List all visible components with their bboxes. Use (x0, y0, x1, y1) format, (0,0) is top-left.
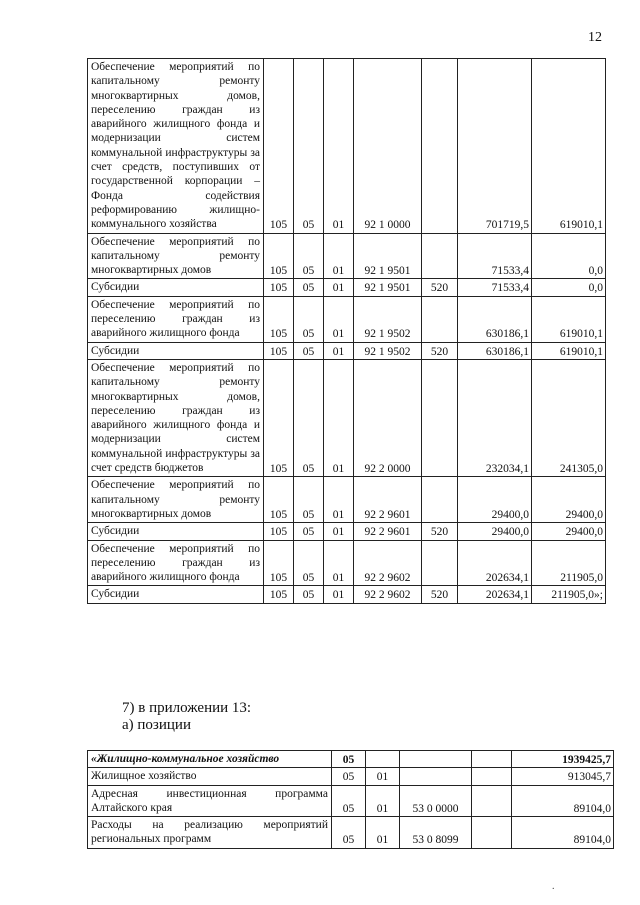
row-name: Обеспечение мероприятий по капитальному ремонту многоквартирных домов, переселению граждан из аварийного жилищного фонда и модернизации систем коммунальной инфраструктуры за счет средств бюджетов (88, 359, 264, 476)
scan-mark: . (552, 881, 555, 892)
amount-year2: 211905,0»; (532, 586, 606, 603)
code-ministry: 105 (264, 279, 294, 296)
code-target: 92 2 9601 (354, 523, 422, 540)
code-target: 53 0 8099 (400, 817, 472, 849)
row-name: Расходы на реализацию мероприятий региональных программ (88, 817, 332, 849)
code-type (422, 540, 458, 586)
row-name: Субсидии (88, 342, 264, 359)
code-subsection: 01 (366, 768, 400, 785)
code-section: 05 (294, 296, 324, 342)
code-ministry: 105 (264, 59, 294, 234)
code-target: 92 1 9501 (354, 233, 422, 279)
code-subsection (366, 751, 400, 768)
row-name: Субсидии (88, 523, 264, 540)
table-row (88, 751, 614, 768)
table-row (88, 817, 614, 849)
amount-year2: 29400,0 (532, 477, 606, 523)
amount: 89104,0 (512, 785, 614, 817)
code-target: 92 1 9502 (354, 342, 422, 359)
table-row (88, 359, 606, 476)
amount-year1: 202634,1 (458, 540, 532, 586)
code-subsection: 01 (324, 296, 354, 342)
code-subsection: 01 (324, 477, 354, 523)
code-subsection: 01 (324, 523, 354, 540)
code-section: 05 (332, 751, 366, 768)
row-name: Обеспечение мероприятий по капитальному ремонту многоквартирных домов, переселению граждан из аварийного жилищного фонда и модернизации систем коммунальной инфраструктуры за счет средств, поступивших от государственной корпорации – Фонда содействия реформированию жилищно-коммунального хозяйства (88, 59, 264, 234)
code-section: 05 (294, 279, 324, 296)
code-type (472, 751, 512, 768)
code-subsection: 01 (324, 233, 354, 279)
code-type (422, 233, 458, 279)
code-subsection: 01 (366, 785, 400, 817)
code-type (422, 359, 458, 476)
code-section: 05 (294, 477, 324, 523)
code-ministry: 105 (264, 523, 294, 540)
amount-year1: 701719,5 (458, 59, 532, 234)
amount-year2: 29400,0 (532, 523, 606, 540)
code-ministry: 105 (264, 233, 294, 279)
row-name: Субсидии (88, 586, 264, 603)
amount-year2: 0,0 (532, 279, 606, 296)
code-type (472, 768, 512, 785)
item-line: 7) в приложении 13: (122, 700, 252, 716)
amount-year2: 241305,0 (532, 359, 606, 476)
code-section: 05 (294, 342, 324, 359)
row-name: «Жилищно-коммунальное хозяйство (88, 751, 332, 768)
code-subsection: 01 (324, 279, 354, 296)
code-target: 92 2 9602 (354, 540, 422, 586)
code-type (422, 59, 458, 234)
sub-line: а) позиции (122, 717, 191, 733)
table-row (88, 279, 606, 296)
code-subsection: 01 (366, 817, 400, 849)
row-name: Адресная инвестиционная программа Алтайского края (88, 785, 332, 817)
table-row (88, 768, 614, 785)
code-type (472, 817, 512, 849)
amount-year1: 71533,4 (458, 279, 532, 296)
code-target (400, 751, 472, 768)
row-name: Субсидии (88, 279, 264, 296)
page-number: 12 (588, 30, 602, 45)
amount-year1: 630186,1 (458, 342, 532, 359)
table-row (88, 586, 606, 603)
code-section: 05 (294, 359, 324, 476)
amount-year1: 630186,1 (458, 296, 532, 342)
table-row (88, 59, 606, 234)
code-section: 05 (332, 768, 366, 785)
code-type: 520 (422, 586, 458, 603)
code-section: 05 (332, 817, 366, 849)
amount-year1: 71533,4 (458, 233, 532, 279)
amount-year2: 619010,1 (532, 296, 606, 342)
code-type: 520 (422, 523, 458, 540)
table-row (88, 233, 606, 279)
code-section: 05 (332, 785, 366, 817)
amount: 89104,0 (512, 817, 614, 849)
code-ministry: 105 (264, 296, 294, 342)
table-row (88, 540, 606, 586)
row-name: Обеспечение мероприятий по переселению граждан из аварийного жилищного фонда (88, 296, 264, 342)
amount-year2: 211905,0 (532, 540, 606, 586)
budget-table-appendix-13 (87, 750, 614, 849)
code-subsection: 01 (324, 59, 354, 234)
table-row (88, 342, 606, 359)
amount-year1: 29400,0 (458, 477, 532, 523)
code-ministry: 105 (264, 342, 294, 359)
code-ministry: 105 (264, 359, 294, 476)
amount-year1: 232034,1 (458, 359, 532, 476)
code-target: 92 1 9501 (354, 279, 422, 296)
amount: 1939425,7 (512, 751, 614, 768)
code-type (422, 296, 458, 342)
amount-year2: 0,0 (532, 233, 606, 279)
code-type: 520 (422, 279, 458, 296)
code-section: 05 (294, 540, 324, 586)
code-section: 05 (294, 523, 324, 540)
amount-year2: 619010,1 (532, 59, 606, 234)
row-name: Обеспечение мероприятий по капитальному ремонту многоквартирных домов (88, 233, 264, 279)
amount-year2: 619010,1 (532, 342, 606, 359)
code-target: 92 2 9602 (354, 586, 422, 603)
code-type (472, 785, 512, 817)
code-subsection: 01 (324, 342, 354, 359)
table-row (88, 523, 606, 540)
code-section: 05 (294, 233, 324, 279)
code-type: 520 (422, 342, 458, 359)
code-target: 92 1 0000 (354, 59, 422, 234)
code-target (400, 768, 472, 785)
table-row (88, 296, 606, 342)
row-name: Обеспечение мероприятий по переселению граждан из аварийного жилищного фонда (88, 540, 264, 586)
amount-year1: 202634,1 (458, 586, 532, 603)
row-name: Жилищное хозяйство (88, 768, 332, 785)
code-section: 05 (294, 59, 324, 234)
code-subsection: 01 (324, 359, 354, 476)
amount-year1: 29400,0 (458, 523, 532, 540)
budget-table-appendix (87, 58, 606, 604)
code-ministry: 105 (264, 586, 294, 603)
code-section: 05 (294, 586, 324, 603)
table-row (88, 785, 614, 817)
table-row (88, 477, 606, 523)
code-target: 92 2 9601 (354, 477, 422, 523)
row-name: Обеспечение мероприятий по капитальному ремонту многоквартирных домов (88, 477, 264, 523)
amount: 913045,7 (512, 768, 614, 785)
code-target: 92 1 9502 (354, 296, 422, 342)
code-target: 92 2 0000 (354, 359, 422, 476)
code-target: 53 0 0000 (400, 785, 472, 817)
code-subsection: 01 (324, 586, 354, 603)
code-subsection: 01 (324, 540, 354, 586)
code-ministry: 105 (264, 540, 294, 586)
code-type (422, 477, 458, 523)
code-ministry: 105 (264, 477, 294, 523)
